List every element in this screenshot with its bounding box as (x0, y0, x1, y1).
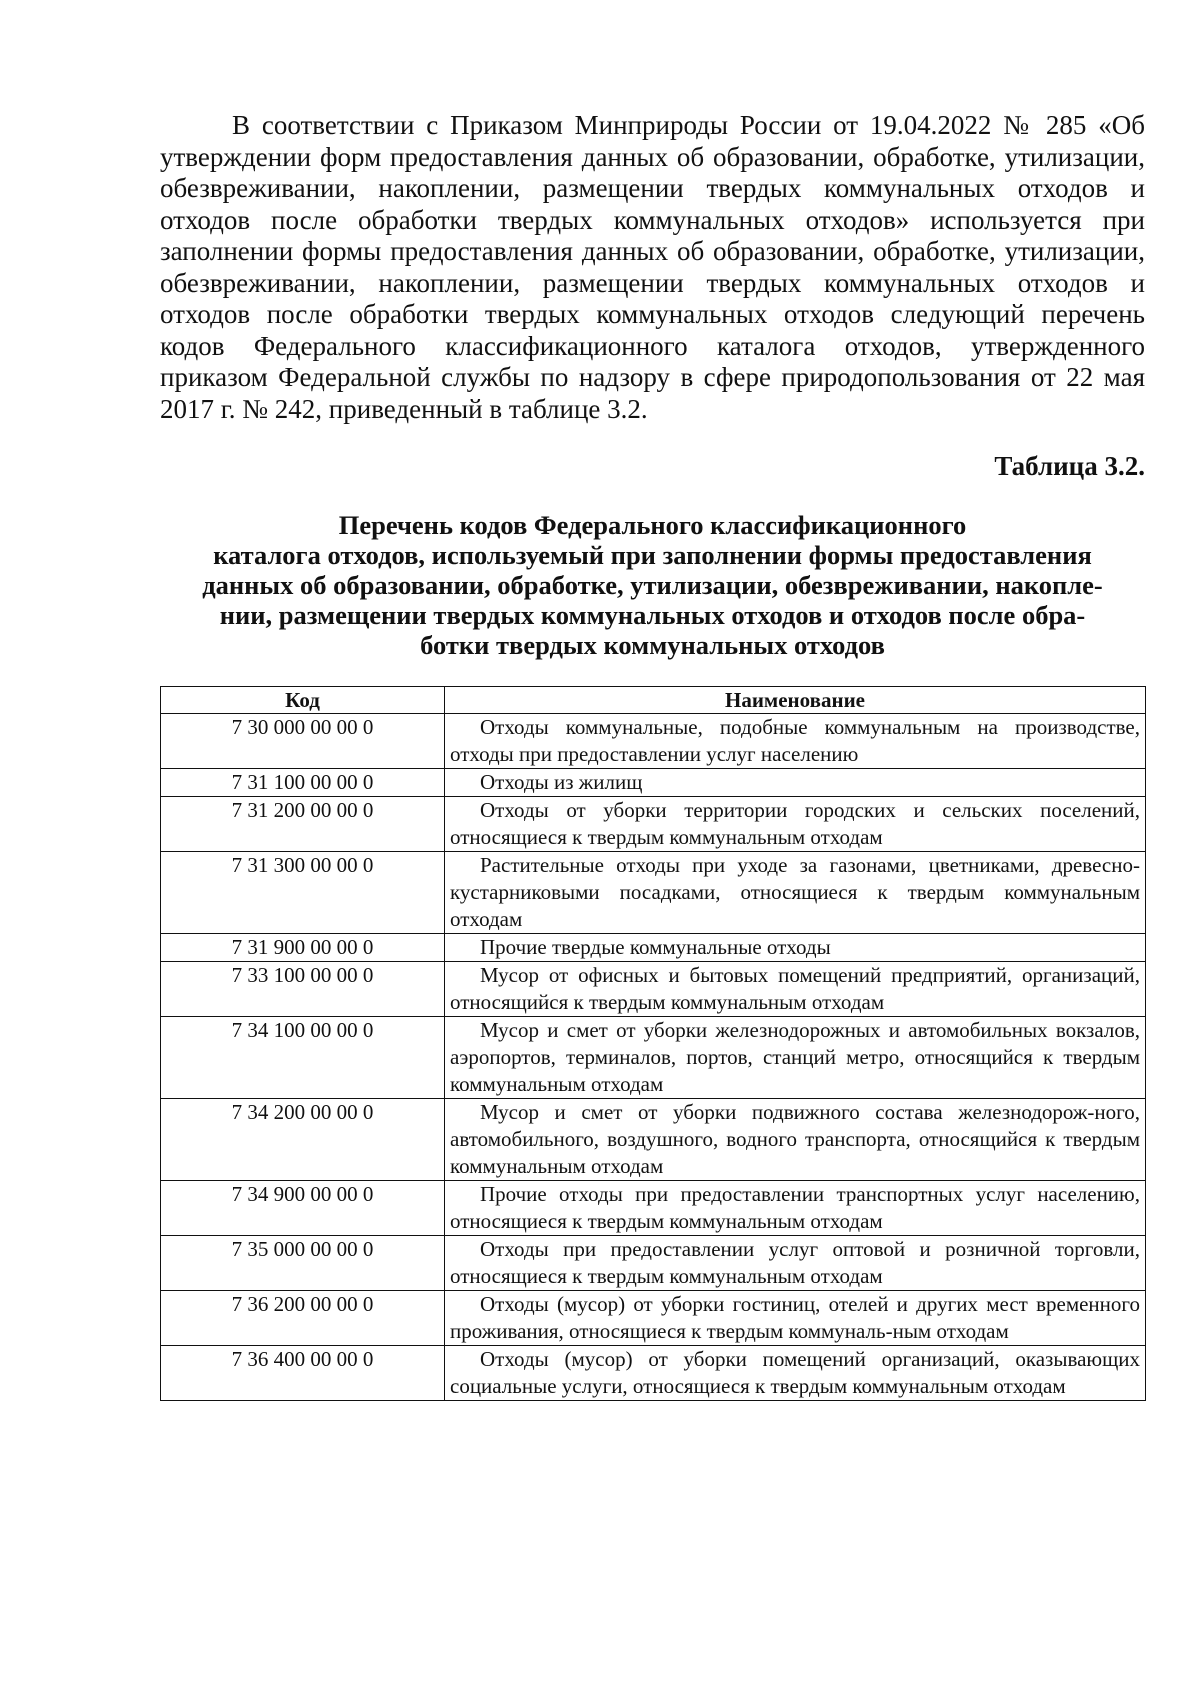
name-cell: Прочие отходы при предоставлении транспортных услуг населению, относящиеся к твердым коммунальным отходам (445, 1181, 1146, 1236)
name-cell: Отходы при предоставлении услуг оптовой и розничной торговли, относящиеся к твердым коммунальным отходам (445, 1236, 1146, 1291)
header-code: Код (161, 687, 445, 714)
code-cell: 7 31 200 00 00 0 (161, 797, 445, 852)
code-cell: 7 36 400 00 00 0 (161, 1346, 445, 1401)
table-row (161, 714, 1146, 769)
code-cell: 7 34 100 00 00 0 (161, 1017, 445, 1099)
table-row (161, 1181, 1146, 1236)
code-cell: 7 35 000 00 00 0 (161, 1236, 445, 1291)
code-cell: 7 36 200 00 00 0 (161, 1291, 445, 1346)
table-title-line: нии, размещении твердых коммунальных отходов и отходов после обра- (219, 600, 1086, 630)
intro-paragraph: В соответствии с Приказом Минприроды России от 19.04.2022 № 285 «Об утверждении форм предоставления данных об образовании, обработке, утилизации, обезвреживании, накоплении, размещении твердых коммунальных отходов и отходов после обработки твердых коммунальных отходов» используется при заполнении формы предоставления данных об образовании, обработке, утилизации, обезвреживании, накоплении, размещении твердых коммунальных отходов и отходов после обработки твердых коммунальных отходов следующий перечень кодов Федерального классификационного каталога отходов, утвержденного приказом Федеральной службы по надзору в сфере природопользования от 22 мая 2017 г. № 242, приведенный в таблице 3.2. (160, 110, 1145, 424)
name-cell: Растительные отходы при уходе за газонами, цветниками, древесно-кустарниковыми посадками, относящиеся к твердым коммунальным отходам (445, 852, 1146, 934)
table-row (161, 1291, 1146, 1346)
table-title (160, 510, 1145, 660)
waste-codes-table (160, 686, 1146, 1401)
table-row (161, 934, 1146, 962)
table-title-line: ботки твердых коммунальных отходов (420, 630, 885, 660)
code-cell: 7 34 200 00 00 0 (161, 1099, 445, 1181)
code-cell: 7 34 900 00 00 0 (161, 1181, 445, 1236)
table-title-line: Перечень кодов Федерального классификационного (338, 510, 967, 540)
table-row (161, 797, 1146, 852)
name-cell: Мусор от офисных и бытовых помещений предприятий, организаций, относящийся к твердым коммунальным отходам (445, 962, 1146, 1017)
code-cell: 7 31 300 00 00 0 (161, 852, 445, 934)
code-cell: 7 30 000 00 00 0 (161, 714, 445, 769)
name-cell: Отходы от уборки территории городских и сельских поселений, относящиеся к твердым коммунальным отходам (445, 797, 1146, 852)
table-header-row (161, 687, 1146, 714)
document-page (160, 110, 1145, 1401)
table-row (161, 1346, 1146, 1401)
table-row (161, 1236, 1146, 1291)
table-title-line: каталога отходов, используемый при заполнении формы предоставления (213, 540, 1092, 570)
code-cell: 7 31 100 00 00 0 (161, 769, 445, 797)
name-cell: Отходы (мусор) от уборки гостиниц, отелей и других мест временного проживания, относящиеся к твердым коммуналь-ным отходам (445, 1291, 1146, 1346)
table-number: Таблица 3.2. (994, 451, 1145, 481)
code-cell: 7 31 900 00 00 0 (161, 934, 445, 962)
table-row (161, 962, 1146, 1017)
name-cell: Мусор и смет от уборки железнодорожных и автомобильных вокзалов, аэропортов, терминалов, портов, станций метро, относящийся к твердым коммунальным отходам (445, 1017, 1146, 1099)
name-cell: Отходы (мусор) от уборки помещений организаций, оказывающих социальные услуги, относящиеся к твердым коммунальным отходам (445, 1346, 1146, 1401)
name-cell: Прочие твердые коммунальные отходы (445, 934, 1146, 962)
name-cell: Отходы из жилищ (445, 769, 1146, 797)
table-title-line: данных об образовании, обработке, утилизации, обезвреживании, накопле- (202, 570, 1103, 600)
code-cell: 7 33 100 00 00 0 (161, 962, 445, 1017)
table-row (161, 1017, 1146, 1099)
table-row (161, 1099, 1146, 1181)
name-cell: Отходы коммунальные, подобные коммунальным на производстве, отходы при предоставлении услуг населению (445, 714, 1146, 769)
header-name: Наименование (445, 687, 1146, 714)
name-cell: Мусор и смет от уборки подвижного состава железнодорож-ного, автомобильного, воздушного, водного транспорта, относящийся к твердым коммунальным отходам (445, 1099, 1146, 1181)
table-row (161, 852, 1146, 934)
table-row (161, 769, 1146, 797)
